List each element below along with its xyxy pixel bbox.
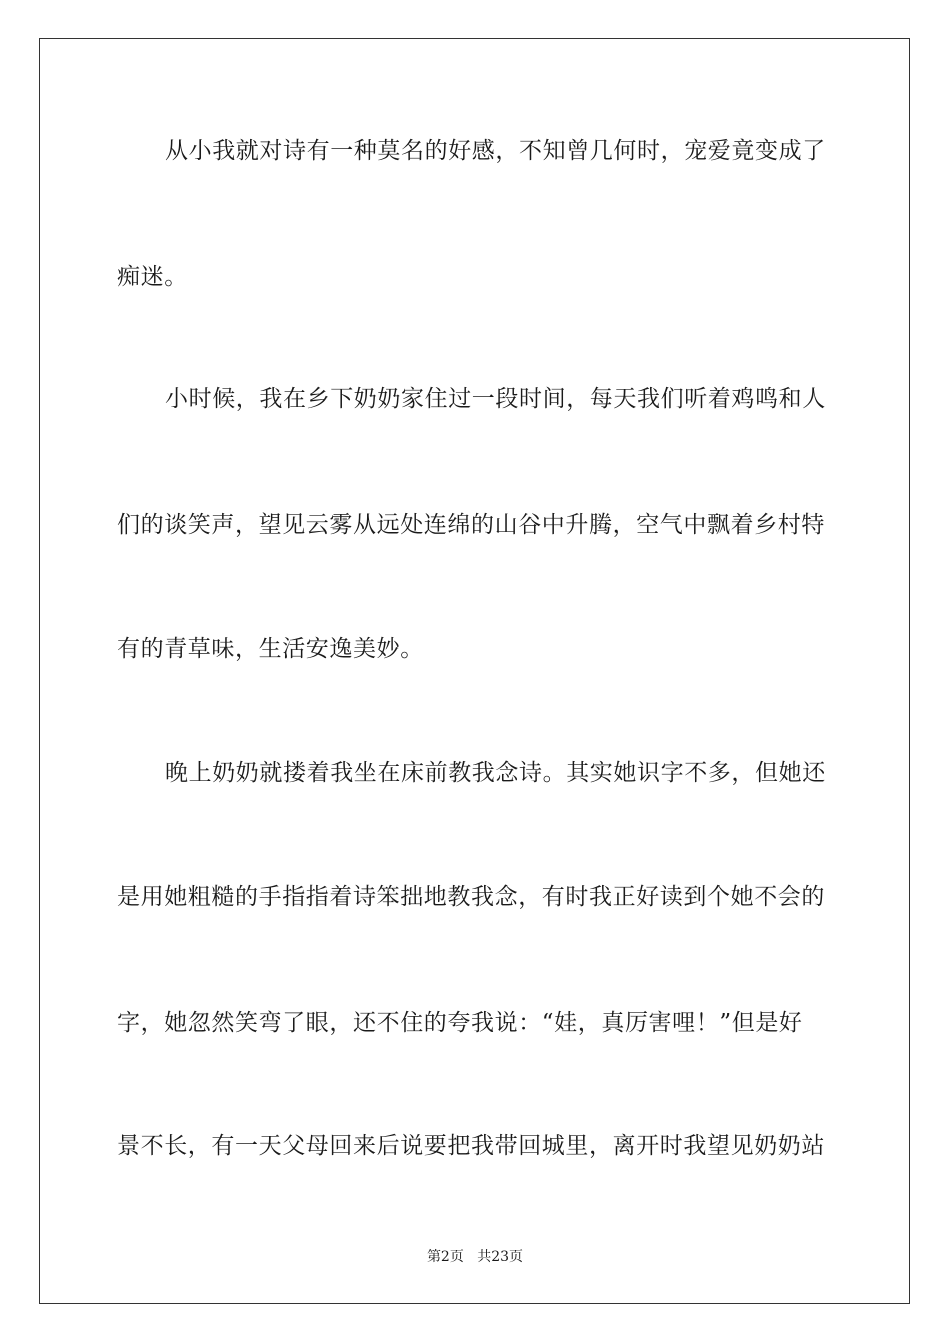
page-footer	[0, 1248, 950, 1266]
page-border	[39, 38, 910, 1304]
text-line: 从小我就对诗有一种莫名的好感，不知曾几何时，宠爱竟变成了	[165, 138, 826, 164]
text-line: 痴迷。	[117, 264, 188, 290]
total-page-count: 共23页	[477, 1249, 524, 1265]
text-line: 们的谈笑声，望见云雾从远处连绵的山谷中升腾，空气中飘着乡村特	[117, 512, 825, 538]
text-line: 是用她粗糙的手指指着诗笨拙地教我念，有时我正好读到个她不会的	[117, 884, 825, 910]
text-line: 字，她忽然笑弯了眼，还不住的夸我说：“娃，真厉害哩！”但是好	[117, 1010, 803, 1036]
text-line: 有的青草味，生活安逸美妙。	[117, 636, 424, 662]
text-line: 小时候，我在乡下奶奶家住过一段时间，每天我们听着鸡鸣和人	[165, 386, 826, 412]
text-line: 晚上奶奶就搂着我坐在床前教我念诗。其实她识字不多，但她还	[165, 760, 826, 786]
text-line: 景不长，有一天父母回来后说要把我带回城里，离开时我望见奶奶站	[117, 1133, 825, 1159]
current-page-number: 第2页	[426, 1249, 464, 1265]
